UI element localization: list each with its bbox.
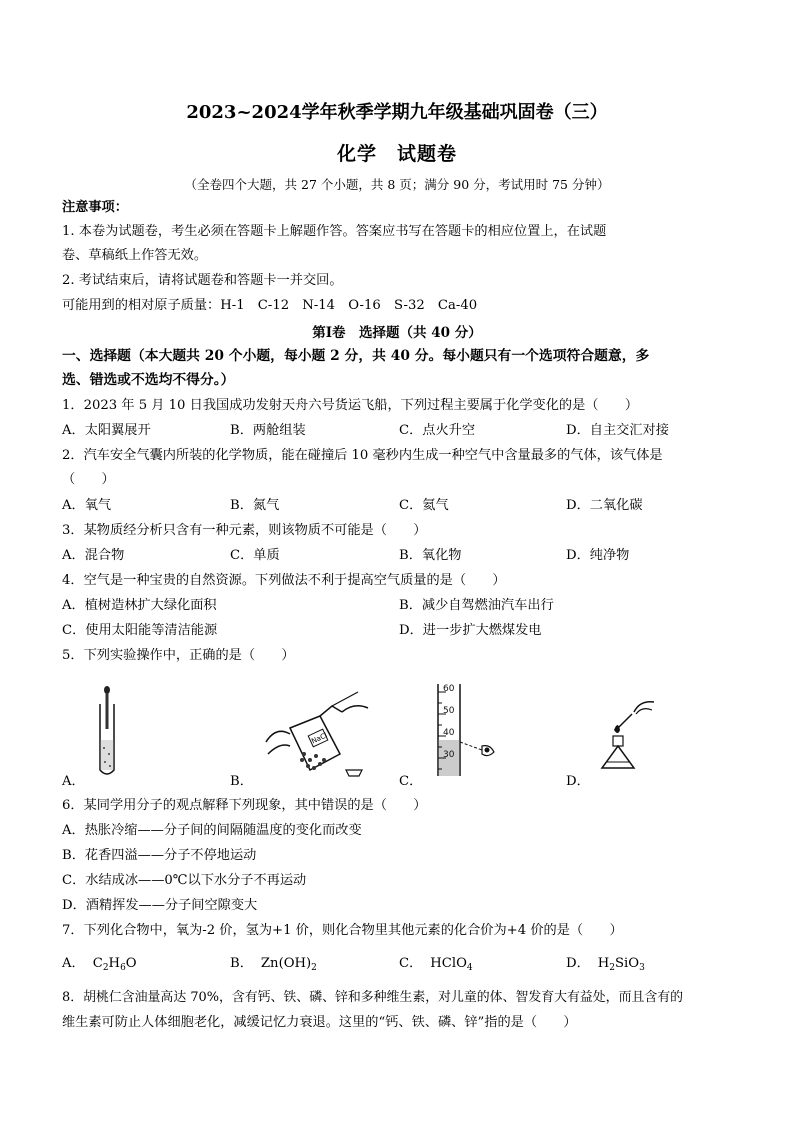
q4-stem: 4．空气是一种宝贵的自然资源。下列做法不利于提高空气质量的是（ ） [62, 573, 506, 588]
q4-option-b: B．减少自驾燃油汽车出行 [399, 598, 554, 613]
q7-stem: 7．下列化合物中，氧为-2 价，氢为+1 价，则化合物里其他元素的化合价为+4 价的是（ ） [62, 923, 623, 938]
q2-option-a: A．氧气 [62, 498, 112, 513]
q6-option-b: B．花香四溢——分子不停地运动 [62, 848, 257, 863]
tick-label-30: 30 [443, 750, 455, 760]
q4-option-d: D．进一步扩大燃煤发电 [399, 623, 542, 638]
q6-option-d: D．酒精挥发——分子间空隙变大 [62, 898, 258, 913]
q8-stem-1: 8．胡桃仁含油量高达 70%，含有钙、铁、磷、锌和多种维生素，对儿童的体、智发育大有益处，而且含有的 [62, 990, 684, 1005]
q4-option-a: A．植树造林扩大绿化面积 [62, 598, 217, 613]
tick-label-60: 60 [443, 684, 455, 694]
q3-option-2: C．单质 [230, 548, 280, 563]
dropper-test-tube-figure [92, 680, 122, 780]
q2-stem: 2．汽车安全气囊内所装的化学物质，能在碰撞后 10 毫秒内生成一种空气中含量最多的气体，该气体是 [62, 448, 663, 463]
q7-option-a: A． $C_2H_6O$ [62, 956, 137, 973]
q3-stem: 3．某物质经分析只含有一种元素，则该物质不可能是（ ） [62, 523, 427, 538]
tick-label-50: 50 [443, 706, 455, 716]
q3-option-4: D．纯净物 [566, 548, 630, 563]
notes-heading: 注意事项： [62, 200, 128, 215]
q6-option-c: C．水结成冰——0℃以下水分子不再运动 [62, 873, 307, 888]
tick-label-40: 40 [443, 728, 455, 738]
q1-option-a: A．太阳翼展开 [62, 423, 151, 438]
exam-subtitle: 化学 试题卷 [336, 143, 457, 165]
section-instr-2: 选、错选或不选均不得分。） [62, 372, 235, 388]
q7-option-b: B． $Zn(OH)_2$ [230, 956, 317, 973]
q2-option-d: D．二氧化碳 [566, 498, 643, 513]
q1-stem: 1．2023 年 5 月 10 日我国成功发射天舟六号货运飞船，下列过程主要属于化学变化的是（ ） [62, 398, 639, 413]
q5-option-b: B． [230, 774, 253, 789]
q1-option-d: D．自主交汇对接 [566, 423, 669, 438]
q5-option-d: D． [566, 774, 590, 789]
q3-option-3: B．氧化物 [399, 548, 462, 563]
q3-option-1: A．混合物 [62, 548, 125, 563]
q1-option-c: C．点火升空 [399, 423, 476, 438]
section-instr-1: 一、选择题（本大题共 20 个小题，每小题 2 分，共 40 分。每小题只有一个选项符合题意，多 [62, 348, 650, 364]
q8-stem-2: 维生素可防止人体细胞老化，减缓记忆力衰退。这里的“钙、铁、磷、锌”指的是（ ） [62, 1015, 577, 1030]
q5-option-a: A． [62, 774, 85, 789]
q4-option-c: C．使用太阳能等清洁能源 [62, 623, 218, 638]
note-1b: 卷、草稿纸上作答无效。 [62, 248, 208, 263]
q5-stem: 5．下列实验操作中，正确的是（ ） [62, 648, 295, 663]
note-1a: 1. 本卷为试题卷，考生必须在答题卡上解题作答。答案应书写在答题卡的相应位置上，在试题 [62, 224, 607, 239]
bottle-label: NaCl [310, 731, 329, 746]
q2-stem-cont: （ ） [62, 472, 115, 487]
section-title: 第Ⅰ卷 选择题（共 40 分） [312, 325, 482, 341]
reagent-bottle-figure [262, 680, 374, 780]
q7-option-d: D． $H_2SiO_3$ [566, 956, 645, 973]
exam-title: 2023~2024学年秋季学期九年级基础巩固卷（三） [186, 102, 608, 123]
q6-option-a: A．热胀冷缩——分子间的间隔随温度的变化而改变 [62, 823, 362, 838]
q7-option-c: C． HClO$_4$ [399, 956, 473, 973]
graduated-cylinder-figure [430, 680, 510, 780]
q2-option-c: C．氦气 [399, 498, 449, 513]
q1-option-b: B．两舱组装 [230, 423, 306, 438]
atomic-masses: 可能用到的相对原子质量：H-1 C-12 N-14 O-16 S-32 Ca-40 [62, 298, 478, 313]
q6-stem: 6．某同学用分子的观点解释下列现象，其中错误的是（ ） [62, 798, 427, 813]
q5-option-c: C． [399, 774, 423, 789]
alcohol-lamp-figure [596, 680, 666, 780]
q2-option-b: B．氮气 [230, 498, 280, 513]
exam-info: （全卷四个大题，共 27 个小题，共 8 页；满分 90 分，考试用时 75 分钟） [184, 177, 610, 192]
note-2: 2. 考试结束后，请将试题卷和答题卡一并交回。 [62, 273, 343, 288]
